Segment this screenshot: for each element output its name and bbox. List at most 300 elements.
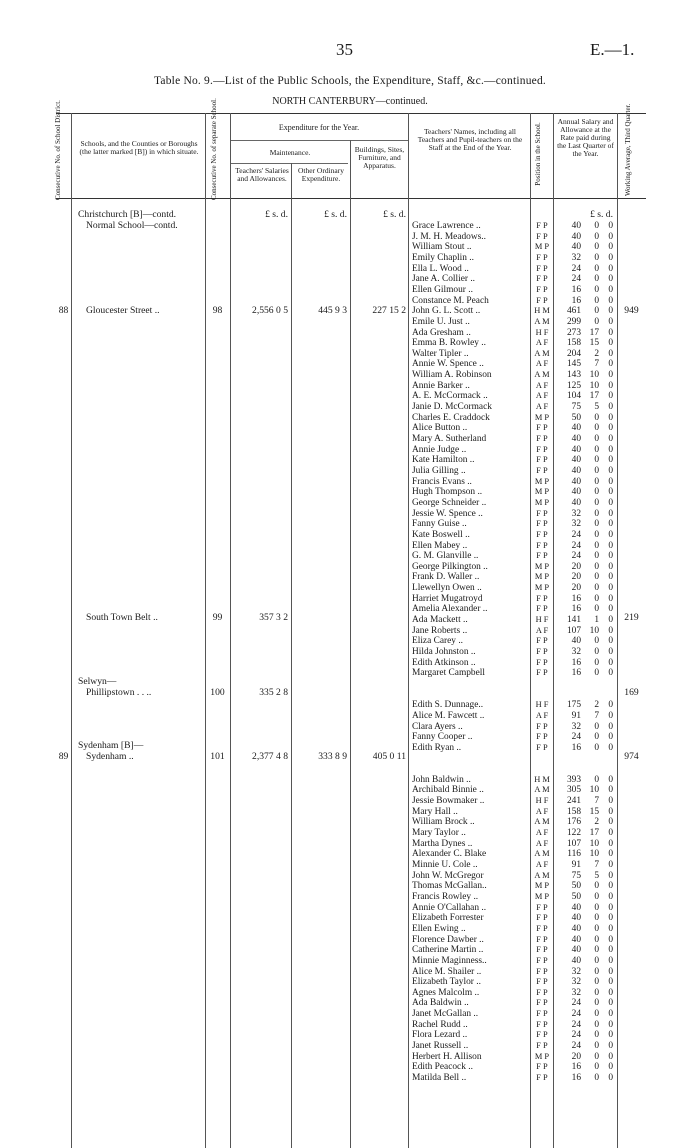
teacher-name: Annie Barker ..: [412, 380, 470, 391]
page-code: E.—1.: [590, 40, 635, 59]
teacher-row: [0, 924, 700, 935]
salary-shillings: 10: [589, 380, 599, 391]
teacher-position: F P: [536, 274, 548, 284]
teacher-position: M P: [534, 497, 550, 507]
salary-pence: 0: [608, 636, 613, 647]
salary-shillings: 0: [594, 1030, 599, 1041]
salary-shillings: 0: [594, 742, 599, 753]
salary-shillings: 0: [594, 529, 599, 540]
salary-pence: 0: [608, 1073, 613, 1083]
teacher-name: Elizabeth Taylor ..: [412, 977, 481, 988]
teacher-name: Julia Gilling ..: [412, 465, 466, 476]
teacher-row: [0, 434, 700, 445]
teacher-row: [0, 1041, 700, 1052]
salary-pounds: 24: [571, 1009, 581, 1020]
salary-shillings: 0: [594, 455, 599, 466]
salary-pounds: 40: [571, 423, 581, 434]
teacher-position: M P: [534, 891, 550, 901]
teacher-name: Grace Lawrence ..: [412, 221, 481, 231]
teacher-name: Mary Taylor ..: [412, 828, 466, 839]
teacher-row: [0, 594, 700, 605]
salary-pence: 0: [608, 508, 613, 519]
teacher-name: Alexander C. Blake: [412, 849, 487, 860]
teacher-position: F P: [536, 221, 548, 230]
salary-pence: 0: [608, 1019, 613, 1030]
teacher-name: Agnes Malcolm ..: [412, 987, 480, 998]
teacher-name: Francis Rowley ..: [412, 891, 479, 902]
school-name: Gloucester Street ..: [86, 305, 160, 316]
teacher-position: F P: [536, 508, 548, 518]
header-teachers-salaries: Teachers' Salaries and Allowances.: [235, 166, 289, 183]
salary-pence: 0: [608, 519, 613, 530]
salary-shillings: 7: [594, 796, 599, 807]
teacher-row: [0, 381, 700, 392]
teacher-row: [0, 306, 700, 317]
salary-shillings: 0: [594, 774, 599, 785]
salary-shillings: 0: [594, 732, 599, 743]
teacher-name: Hilda Johnston ..: [412, 647, 476, 657]
salary-pounds: 145: [566, 359, 581, 370]
teacher-row: [0, 1030, 700, 1041]
school-name: Sydenham ..: [86, 751, 134, 762]
salary-pounds: 16: [571, 657, 581, 668]
teacher-position: F P: [536, 444, 548, 454]
teacher-name: Ella L. Wood ..: [412, 263, 469, 274]
salary-shillings: 0: [594, 434, 599, 444]
salary-pounds: 75: [571, 402, 581, 413]
teacher-position: F P: [536, 636, 548, 646]
salary-pence: 0: [608, 913, 613, 924]
salary-shillings: 0: [594, 583, 599, 594]
teacher-name: Jane Roberts ..: [412, 625, 468, 636]
salary-shillings: 0: [594, 891, 599, 902]
other-expenditure: 333 8 9: [318, 751, 347, 762]
salary-pounds: 40: [571, 221, 581, 231]
salary-pounds: 20: [571, 561, 581, 572]
teacher-name: Herbert H. Allison: [412, 1051, 482, 1062]
teacher-name: Ada Mackett ..: [412, 615, 468, 626]
salary-pence: 0: [608, 252, 613, 263]
teacher-row: [0, 413, 700, 424]
working-average: 219: [624, 612, 639, 623]
salary-shillings: 7: [594, 860, 599, 870]
working-average: 949: [624, 305, 639, 316]
teacher-name: Ada Gresham ..: [412, 327, 471, 338]
teacher-position: F P: [536, 423, 548, 433]
teacher-position: F P: [536, 284, 548, 294]
salary-shillings: 0: [594, 295, 599, 306]
teacher-row: [0, 498, 700, 509]
salary-shillings: 0: [594, 263, 599, 274]
salary-pence: 0: [608, 221, 613, 231]
teacher-name: Edith Atkinson ..: [412, 657, 476, 668]
salary-shillings: 0: [594, 423, 599, 434]
salary-pounds: 32: [571, 647, 581, 657]
salary-shillings: 0: [594, 242, 599, 253]
lsd-header: £ s. d.: [324, 209, 347, 220]
salary-pence: 0: [608, 817, 613, 828]
teacher-name: Ellen Mabey ..: [412, 540, 468, 551]
salary-shillings: 5: [594, 870, 599, 881]
teacher-row: [0, 881, 700, 892]
teacher-position: F P: [536, 551, 548, 561]
teacher-row: [0, 551, 700, 562]
teacher-position: H F: [535, 327, 549, 337]
salary-pence: 0: [608, 465, 613, 476]
working-average: 169: [624, 687, 639, 698]
salary-shillings: 0: [594, 987, 599, 998]
salary-shillings: 0: [594, 593, 599, 604]
district-number: 89: [58, 751, 69, 762]
salary-pence: 0: [608, 338, 613, 349]
teacher-name: Mary A. Sutherland: [412, 434, 487, 444]
salary-pounds: 107: [566, 838, 581, 849]
teacher-row: [0, 626, 700, 637]
salary-pence: 0: [608, 370, 613, 381]
teachers-salaries: 2,377 4 8: [252, 751, 288, 762]
salary-pounds: 40: [571, 497, 581, 508]
school-name: Phillipstown . . ..: [86, 687, 152, 698]
school-number: 98: [212, 305, 223, 316]
teacher-row: [0, 349, 700, 360]
salary-pence: 0: [608, 604, 613, 615]
salary-pounds: 104: [566, 391, 581, 402]
salary-pounds: 122: [566, 828, 581, 839]
teacher-position: F P: [536, 231, 548, 241]
teacher-name: Llewellyn Owen ..: [412, 583, 482, 594]
salary-shillings: 0: [594, 561, 599, 572]
salary-shillings: 0: [594, 444, 599, 455]
salary-pounds: 32: [571, 252, 581, 263]
salary-pounds: 204: [566, 348, 581, 359]
teacher-name: Jessie Bowmaker ..: [412, 796, 485, 807]
salary-pounds: 32: [571, 966, 581, 977]
salary-pence: 0: [608, 615, 613, 626]
teacher-row: [0, 636, 700, 647]
salary-shillings: 0: [594, 721, 599, 732]
salary-pence: 0: [608, 657, 613, 668]
teacher-row: [0, 296, 700, 307]
salary-shillings: 0: [594, 572, 599, 583]
teacher-position: A F: [535, 838, 549, 848]
teacher-name: Matilda Bell ..: [412, 1073, 467, 1083]
teacher-row: [0, 242, 700, 253]
teacher-name: Alice Button ..: [412, 423, 468, 434]
teacher-position: M P: [534, 1051, 550, 1061]
salary-pounds: 32: [571, 987, 581, 998]
salary-pounds: 24: [571, 732, 581, 743]
teacher-position: A F: [535, 710, 549, 720]
teacher-row: [0, 402, 700, 413]
salary-pence: 0: [608, 561, 613, 572]
teacher-position: F P: [536, 263, 548, 273]
teacher-row: [0, 612, 700, 626]
salary-pounds: 16: [571, 593, 581, 604]
teacher-position: F P: [536, 1030, 548, 1040]
teacher-position: F P: [536, 945, 548, 955]
salary-shillings: 0: [594, 508, 599, 519]
header-school-no: Consecutive No. of separate School.: [210, 98, 218, 200]
school-name: Normal School—contd.: [86, 220, 178, 231]
salary-pence: 0: [608, 529, 613, 540]
salary-shillings: 1: [594, 615, 599, 626]
teacher-name: Archibald Binnie ..: [412, 785, 484, 796]
salary-shillings: 10: [589, 785, 599, 796]
teacher-row: [0, 988, 700, 999]
table-top-rule: [56, 113, 646, 114]
salary-pounds: 141: [566, 615, 581, 626]
teacher-position: F P: [536, 529, 548, 539]
teacher-row: [0, 913, 700, 924]
salary-pence: 0: [608, 593, 613, 604]
header-attendance: Working Average, Third Quarter.: [624, 103, 632, 196]
salary-pounds: 40: [571, 913, 581, 924]
teacher-position: A F: [535, 806, 549, 816]
salary-pounds: 91: [571, 860, 581, 870]
teacher-row: [0, 221, 700, 232]
salary-pounds: 40: [571, 231, 581, 242]
salary-pence: 0: [608, 423, 613, 434]
teacher-position: A M: [534, 348, 550, 358]
salary-pounds: 91: [571, 710, 581, 721]
salary-pence: 0: [608, 1041, 613, 1052]
teacher-position: M P: [534, 583, 550, 593]
salary-shillings: 0: [594, 923, 599, 934]
salary-shillings: 0: [594, 221, 599, 231]
salary-pounds: 24: [571, 998, 581, 1009]
teacher-row: [0, 1062, 700, 1073]
teacher-position: F P: [536, 455, 548, 465]
working-average: 974: [624, 751, 639, 762]
salary-pounds: 16: [571, 604, 581, 615]
salary-pounds: 20: [571, 1051, 581, 1062]
header-teachers-names: Teachers' Names, including all Teachers and Pupil-teachers on the Staff at the End of the Year.: [417, 127, 523, 152]
salary-pounds: 24: [571, 529, 581, 540]
salary-pounds: 273: [566, 327, 581, 338]
salary-shillings: 17: [589, 828, 599, 839]
header-bottom-rule: [56, 198, 646, 199]
salary-pounds: 241: [566, 796, 581, 807]
teacher-name: Edith S. Dunnage..: [412, 700, 484, 711]
salary-shillings: 0: [594, 977, 599, 988]
salary-shillings: 2: [594, 700, 599, 711]
teacher-position: A F: [535, 402, 549, 412]
teacher-position: A F: [535, 359, 549, 369]
salary-pence: 0: [608, 934, 613, 945]
salary-pence: 0: [608, 242, 613, 253]
teacher-name: Annie Judge ..: [412, 444, 467, 455]
salary-pounds: 24: [571, 1019, 581, 1030]
teacher-name: Elizabeth Forrester: [412, 913, 484, 924]
salary-shillings: 0: [594, 657, 599, 668]
salary-pounds: 40: [571, 923, 581, 934]
salary-shillings: 0: [594, 487, 599, 498]
salary-pounds: 461: [566, 306, 581, 317]
teacher-row: [0, 740, 700, 754]
teacher-position: M P: [534, 476, 550, 486]
salary-pence: 0: [608, 860, 613, 870]
teacher-name: George Schneider ..: [412, 497, 487, 508]
district-number: 88: [58, 305, 69, 316]
teacher-row: [0, 956, 700, 967]
salary-shillings: 10: [589, 838, 599, 849]
teacher-name: Constance M. Peach: [412, 295, 489, 306]
salary-shillings: 0: [594, 231, 599, 242]
teacher-position: A M: [534, 370, 550, 380]
teacher-name: Kate Boswell ..: [412, 529, 470, 540]
salary-shillings: 0: [594, 998, 599, 1009]
teacher-row: [0, 285, 700, 296]
salary-shillings: 2: [594, 348, 599, 359]
teachers-salaries: 2,556 0 5: [252, 305, 288, 316]
teacher-position: F P: [536, 913, 548, 923]
teacher-name: Janie D. McCormack: [412, 402, 492, 413]
teacher-row: [0, 796, 700, 807]
header-maintenance: Maintenance.: [269, 148, 311, 157]
teacher-position: F P: [536, 1041, 548, 1051]
salary-shillings: 0: [594, 604, 599, 615]
teacher-position: F P: [536, 742, 548, 752]
teacher-row: [0, 775, 700, 786]
salary-pence: 0: [608, 1062, 613, 1073]
salary-pence: 0: [608, 572, 613, 583]
salary-pounds: 40: [571, 636, 581, 647]
teacher-name: Margaret Campbell: [412, 668, 485, 679]
salary-shillings: 0: [594, 881, 599, 892]
salary-pence: 0: [608, 828, 613, 839]
teacher-row: [0, 359, 700, 370]
salary-pence: 0: [608, 902, 613, 913]
teacher-position: M P: [534, 881, 550, 891]
teacher-row: [0, 977, 700, 988]
salary-pounds: 40: [571, 945, 581, 956]
salary-pence: 0: [608, 455, 613, 466]
teacher-row: [0, 785, 700, 796]
teacher-name: Fanny Cooper ..: [412, 732, 473, 743]
salary-pounds: 40: [571, 487, 581, 498]
expenditure-subrule: [230, 140, 408, 141]
salary-pounds: 24: [571, 540, 581, 551]
teacher-row: [0, 700, 700, 711]
teachers-salaries: 335 2 8: [259, 687, 288, 698]
school-number: 101: [210, 751, 225, 762]
teacher-position: F P: [536, 934, 548, 944]
teacher-row: [0, 849, 700, 860]
teacher-name: William Stout ..: [412, 242, 472, 253]
salary-pence: 0: [608, 263, 613, 274]
teacher-position: F P: [536, 721, 548, 731]
salary-shillings: 15: [589, 338, 599, 349]
teacher-position: H F: [535, 796, 549, 806]
salary-shillings: 10: [589, 625, 599, 636]
teacher-row: [0, 668, 700, 679]
other-expenditure: 445 9 3: [318, 305, 347, 316]
salary-pounds: 16: [571, 1062, 581, 1073]
salary-pounds: 20: [571, 583, 581, 594]
teacher-row: [0, 509, 700, 520]
teacher-position: F P: [536, 1062, 548, 1072]
teacher-row: [0, 998, 700, 1009]
teacher-position: A F: [535, 380, 549, 390]
teacher-name: Emma B. Rowley ..: [412, 338, 486, 349]
teacher-name: William Brock ..: [412, 817, 475, 828]
salary-pence: 0: [608, 476, 613, 487]
salary-pence: 0: [608, 742, 613, 753]
teacher-row: [0, 892, 700, 903]
salary-pence: 0: [608, 402, 613, 413]
salary-shillings: 10: [589, 370, 599, 381]
teacher-position: F P: [536, 657, 548, 667]
salary-pence: 0: [608, 1009, 613, 1020]
salary-shillings: 0: [594, 306, 599, 317]
teacher-row: [0, 828, 700, 839]
salary-pence: 0: [608, 774, 613, 785]
salary-pence: 0: [608, 295, 613, 306]
salary-pence: 0: [608, 668, 613, 679]
salary-pence: 0: [608, 881, 613, 892]
salary-pounds: 16: [571, 742, 581, 753]
school-number: 100: [210, 687, 225, 698]
salary-pounds: 125: [566, 380, 581, 391]
salary-pounds: 16: [571, 1073, 581, 1083]
salary-pounds: 107: [566, 625, 581, 636]
header-buildings: Buildings, Sites, Furniture, and Apparatus.: [354, 145, 405, 170]
salary-pence: 0: [608, 274, 613, 285]
salary-pounds: 32: [571, 519, 581, 530]
teacher-position: F P: [536, 540, 548, 550]
teacher-row: [0, 328, 700, 339]
salary-pounds: 116: [567, 849, 581, 860]
salary-shillings: 0: [594, 284, 599, 295]
salary-pence: 0: [608, 1030, 613, 1041]
teacher-row: [0, 274, 700, 285]
salary-pence: 0: [608, 284, 613, 295]
teacher-name: Jane A. Collier ..: [412, 274, 476, 285]
teacher-row: [0, 817, 700, 828]
teacher-row: [0, 967, 700, 978]
teacher-name: Janet McGallan ..: [412, 1009, 479, 1020]
teacher-row: [0, 338, 700, 349]
salary-pence: 0: [608, 806, 613, 817]
salary-pounds: 24: [571, 551, 581, 562]
teacher-name: Amelia Alexander ..: [412, 604, 488, 615]
teacher-name: John Baldwin ..: [412, 774, 471, 785]
teacher-position: F P: [536, 604, 548, 614]
salary-pounds: 40: [571, 465, 581, 476]
salary-pounds: 158: [566, 806, 581, 817]
school-name: Sydenham [B]—: [78, 740, 144, 751]
teacher-position: F P: [536, 252, 548, 262]
salary-pence: 0: [608, 391, 613, 402]
teacher-position: A M: [534, 785, 550, 795]
salary-pounds: 20: [571, 572, 581, 583]
teacher-name: Emily Chaplin ..: [412, 252, 474, 263]
salary-pounds: 176: [566, 817, 581, 828]
salary-shillings: 2: [594, 817, 599, 828]
salary-pounds: 75: [571, 870, 581, 881]
teacher-position: A M: [534, 870, 550, 880]
teacher-position: A F: [535, 860, 549, 869]
salary-pounds: 24: [571, 1041, 581, 1052]
page-number: 35: [336, 40, 353, 59]
teacher-name: Harriet Mugatroyd: [412, 593, 483, 604]
salary-pounds: 50: [571, 881, 581, 892]
header-schools: Schools, and the Counties or Boroughs (the latter marked [B]) in which situate.: [79, 139, 199, 156]
teacher-row: [0, 572, 700, 583]
teacher-name: Jessie W. Spence ..: [412, 508, 483, 519]
teacher-name: Rachel Rudd ..: [412, 1019, 468, 1030]
teacher-position: F P: [536, 593, 548, 603]
